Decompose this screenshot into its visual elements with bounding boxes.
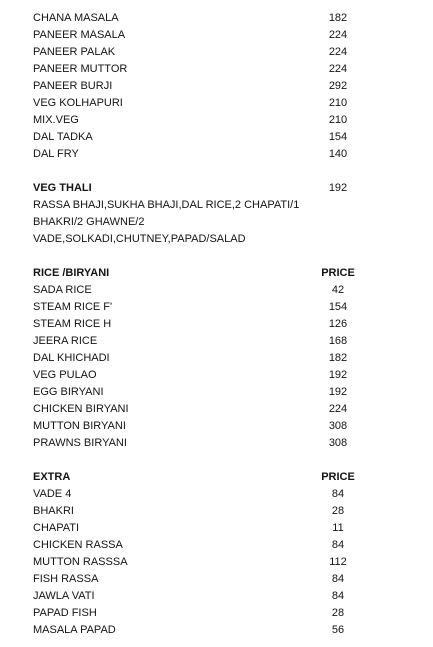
item-price: 28 — [331, 505, 345, 517]
item-name: CHICKEN RASSA — [33, 539, 123, 551]
menu-item — [33, 299, 373, 316]
thali-description-line: RASSA BHAJI,SUKHA BHAJI,DAL RICE,2 CHAPATI/1 — [33, 199, 300, 211]
section-title: RICE /BIRYANI — [33, 267, 110, 279]
item-price: 168 — [328, 335, 348, 347]
item-name: VADE 4 — [33, 488, 72, 500]
item-price: 192 — [328, 386, 348, 398]
menu-item — [33, 384, 373, 401]
section-title: VEG THALI — [33, 182, 92, 194]
item-price: 112 — [329, 556, 347, 568]
item-name: DAL FRY — [33, 148, 79, 160]
item-name: JAWLA VATI — [33, 590, 95, 602]
item-name: PAPAD FISH — [33, 607, 97, 619]
item-name: CHAPATI — [33, 522, 80, 534]
menu-item — [33, 112, 373, 129]
item-price: 182 — [328, 12, 348, 24]
menu-item — [33, 622, 373, 639]
item-name: DAL TADKA — [33, 131, 93, 143]
menu-item — [33, 367, 373, 384]
menu-document — [33, 10, 373, 639]
item-name: EGG BIRYANI — [33, 386, 104, 398]
menu-item — [33, 554, 373, 571]
item-name: STEAM RICE F' — [33, 301, 113, 313]
section-heading — [33, 265, 373, 282]
item-price: 224 — [328, 46, 348, 58]
item-price: 224 — [328, 63, 348, 75]
menu-item — [33, 571, 373, 588]
item-name: MASALA PAPAD — [33, 624, 116, 636]
extra-section — [33, 469, 373, 639]
item-name: SADA RICE — [33, 284, 92, 296]
veg-thali-section — [33, 180, 373, 248]
menu-item — [33, 486, 373, 503]
menu-item — [33, 401, 373, 418]
item-price: 192 — [328, 369, 348, 381]
section-heading — [33, 180, 373, 197]
section-title: EXTRA — [33, 471, 71, 483]
menu-item — [33, 316, 373, 333]
section-gap — [33, 163, 373, 180]
item-name: STEAM RICE H — [33, 318, 112, 330]
menu-item — [33, 537, 373, 554]
item-name: VEG KOLHAPURI — [33, 97, 123, 109]
item-name: PANEER MUTTOR — [33, 63, 128, 75]
item-name: JEERA RICE — [33, 335, 98, 347]
item-price: 84 — [331, 539, 345, 551]
item-name: DAL KHICHADI — [33, 352, 110, 364]
menu-item — [33, 333, 373, 350]
item-price: 154 — [328, 131, 348, 143]
item-price: 140 — [328, 148, 348, 160]
item-price: 84 — [331, 590, 345, 602]
menu-item — [33, 129, 373, 146]
item-price: 28 — [331, 607, 345, 619]
item-price: 11 — [332, 522, 344, 534]
menu-item — [33, 503, 373, 520]
section-gap — [33, 248, 373, 265]
item-name: MUTTON RASSSA — [33, 556, 128, 568]
item-price: 56 — [331, 624, 345, 636]
section-gap — [33, 452, 373, 469]
item-price: 308 — [328, 437, 348, 449]
item-price: 210 — [328, 97, 348, 109]
item-price: 126 — [328, 318, 348, 330]
item-name: PANEER PALAK — [33, 46, 116, 58]
item-price: 84 — [331, 573, 345, 585]
thali-price: 192 — [328, 182, 348, 194]
menu-item — [33, 10, 373, 27]
item-name: BHAKRI — [33, 505, 74, 517]
item-name: VEG PULAO — [33, 369, 97, 381]
item-name: PANEER BURJI — [33, 80, 113, 92]
item-name: FISH RASSA — [33, 573, 99, 585]
menu-item — [33, 146, 373, 163]
menu-item — [33, 95, 373, 112]
item-price: 210 — [328, 114, 348, 126]
item-price: 154 — [328, 301, 348, 313]
item-price: 42 — [331, 284, 345, 296]
section-heading — [33, 469, 373, 486]
item-name: PANEER MASALA — [33, 29, 126, 41]
menu-item — [33, 350, 373, 367]
item-name: PRAWNS BIRYANI — [33, 437, 127, 449]
item-price: 84 — [331, 488, 345, 500]
item-name: MIX.VEG — [33, 114, 79, 126]
price-column-header: PRICE — [321, 471, 355, 483]
thali-description-line: BHAKRI/2 GHAWNE/2 — [33, 216, 145, 228]
price-column-header: PRICE — [321, 267, 355, 279]
item-name: CHICKEN BIRYANI — [33, 403, 129, 415]
menu-item — [33, 282, 373, 299]
menu-item — [33, 44, 373, 61]
menu-item — [33, 520, 373, 537]
item-price: 308 — [328, 420, 348, 432]
item-price: 224 — [328, 403, 348, 415]
menu-item — [33, 588, 373, 605]
menu-item — [33, 61, 373, 78]
item-price: 292 — [328, 80, 348, 92]
menu-item — [33, 605, 373, 622]
item-price: 182 — [328, 352, 348, 364]
mains-section — [33, 10, 373, 163]
menu-item — [33, 27, 373, 44]
thali-description-line: VADE,SOLKADI,CHUTNEY,PAPAD/SALAD — [33, 233, 246, 245]
rice-section — [33, 265, 373, 452]
menu-item — [33, 435, 373, 452]
item-name: CHANA MASALA — [33, 12, 119, 24]
item-name: MUTTON BIRYANI — [33, 420, 126, 432]
item-price: 224 — [328, 29, 348, 41]
menu-item — [33, 78, 373, 95]
menu-item — [33, 418, 373, 435]
